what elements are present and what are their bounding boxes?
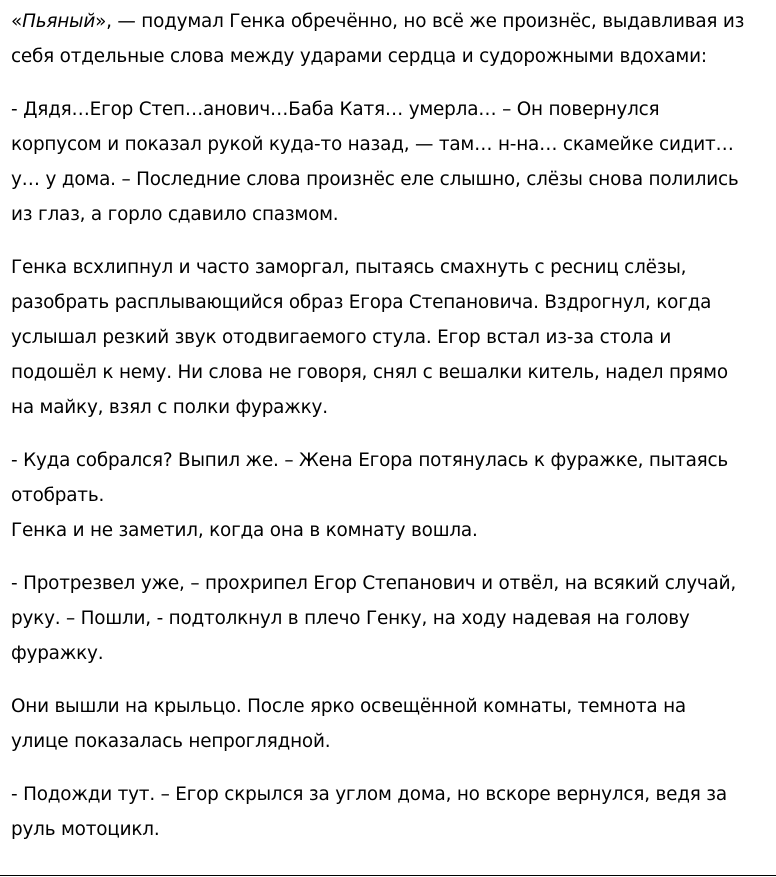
paragraph-6: Они вышли на крыльцо. После ярко освещённой комнаты, темнота на улице показалась непроглядной. [11,696,686,752]
open-quote: « [11,11,23,32]
paragraph-4: - Куда собрался? Выпил же. – Жена Егора потянулась к фуражке, пытаясь отобрать. Генка и не заметил, когда она в комнату вошла. [11,450,729,541]
paragraph-1 [11,4,773,74]
paragraph-3: Генка всхлипнул и часто заморгал, пытаясь смахнуть с ресниц слёзы, разобрать расплывающийся образ Егора Степановича. Вздрогнул, когда услышал резкий звук отодвигаемого стула. Егор встал из-за стола и подошёл к нему. Ни слова не говоря, снял с вешалки китель, надел прямо на майку, взял с полки фуражку. [11,257,728,418]
bottom-divider [0,875,776,876]
italic-word: Пьяный [22,11,96,32]
paragraph-7: - Подожди тут. – Егор скрылся за углом дома, но вскоре вернулся, ведя за руль мотоцикл. [11,784,727,840]
paragraph-5: - Протрезвел уже, – прохрипел Егор Степанович и отвёл, на всякий случай, руку. – Пошли, - подтолкнул в плечо Генку, на ходу надевая на голову фуражку. [11,573,737,664]
paragraph-1-rest: », — подумал Генка обречённо, но всё же произнёс, выдавливая из себя отдельные слова между ударами сердца и судорожными вдохами: [11,11,745,67]
paragraph-2: - Дядя…Егор Степ…анович…Баба Катя… умерла… – Он повернулся корпусом и показал рукой куда-то назад, — там… н-на… скамейке сидит… у… у дома. – Последние слова произнёс еле слышно, слёзы снова полились из глаз, а горло сдавило спазмом. [11,99,739,225]
article-body [11,4,773,865]
